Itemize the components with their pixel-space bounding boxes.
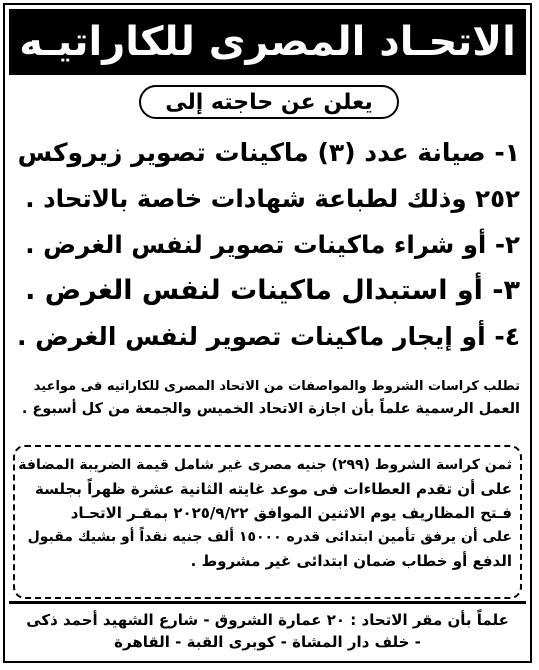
list-item: ١- صيانة عدد (٣) ماكينات تصوير زيروكس (17, 138, 520, 167)
requirements-list (13, 130, 520, 360)
terms-line: العمل الرسمية علماً بأن اجازة الاتحاد الخميس والجمعة من كل أسبوع . (21, 401, 520, 417)
list-item: ٢- أو شراء ماكينات تصوير لنفس الغرض . (25, 230, 520, 259)
list-item: ٣- أو استبدال ماكينات لنفس الغرض . (25, 275, 520, 306)
list-item: ٤- أو إيجار ماكينات تصوير لنفس الغرض . (16, 322, 520, 351)
announce-text: يعلن عن حاجته إلى (165, 89, 373, 115)
address-line-1: علماً بأن مقر الاتحاد : ٢٠ عمارة الشروق - شارع الشهيد أحمد ذكى (26, 610, 509, 629)
announce-pill (139, 85, 399, 119)
terms-paragraph (13, 375, 520, 421)
address-footer (9, 601, 526, 657)
list-item: ٢٥٢ وذلك لطباعة شهادات خاصة بالاتحاد . (25, 184, 520, 213)
price-line: فـتح المظاريف يوم الاثنين الموافق ٢٠٢٥/٩/٢٢ بمقـر الاتحـاد (70, 504, 512, 522)
header-banner (9, 9, 526, 75)
price-line: الدفع أو خطاب ضمان ابتدائى غير مشروط . (190, 552, 512, 570)
price-line: على أن يرفق تأمين ابتدائى قدره ١٥٠٠٠ ألف جنيه نقداً أو بشيك مقبول (27, 529, 512, 545)
announcement-frame (3, 3, 532, 663)
header-title: الاتحـاد المصرى للكاراتيـه (19, 19, 516, 65)
price-conditions-box (13, 445, 522, 599)
price-line: على أن تقدم العطاءات فى موعد غايته الثانية عشرة ظهراً بجلسة (34, 480, 512, 498)
terms-line: تطلب كراسات الشروط والمواصفات من الاتحاد المصرى للكاراتيه فى مواعيد (33, 379, 520, 394)
address-line-2: - خلف دار المشاة - كوبرى القبة - القاهرة (114, 632, 421, 651)
price-line: ثمن كراسة الشروط (٢٩٩) جنيه مصرى غير شامل قيمة الضريبة المضافة (18, 457, 512, 473)
